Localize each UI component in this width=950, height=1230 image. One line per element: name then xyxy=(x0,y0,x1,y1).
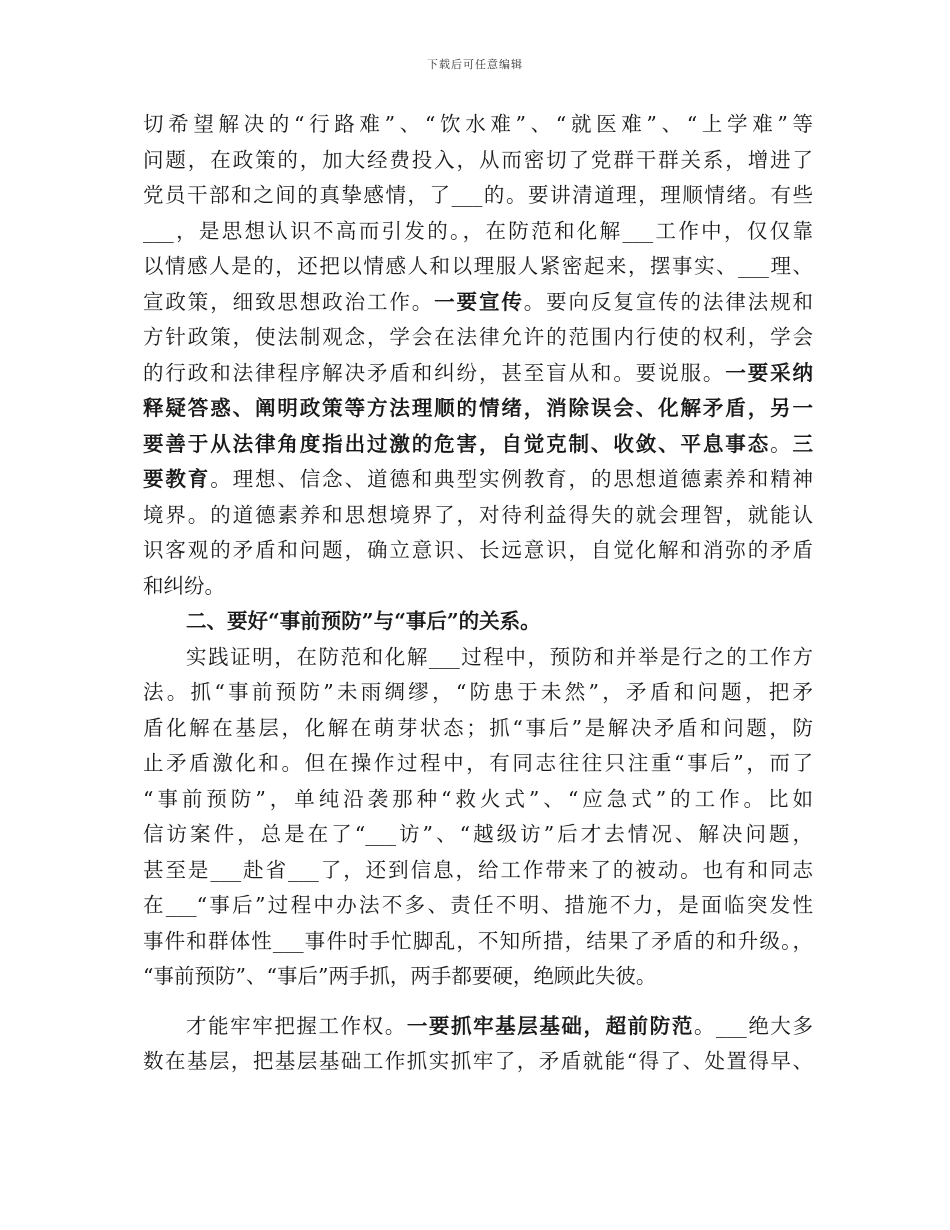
bold-text-segment: 要善于从法律角度指出过激的危害，自觉克制、收敛、平息事态 xyxy=(143,431,771,456)
text-segment: 方针政策，使法制观念，学会在法律允许的范围内行使的权利，学会 xyxy=(143,325,813,349)
text-segment: 宣政策，细致思想政治工作。 xyxy=(143,289,435,314)
text-segment: 止矛盾激化和。但在操作过程中，有同志往往只注重“事后”，而了 xyxy=(143,751,813,775)
text-line xyxy=(143,959,813,995)
text-segment: 切希望解决的“行路难”、“饮水难”、“就医难”、“上学难”等 xyxy=(143,112,813,136)
text-line xyxy=(143,604,813,640)
text-line xyxy=(143,853,813,889)
paragraph-gap xyxy=(143,995,813,1009)
text-segment: 法。抓“事前预防”未雨绸缪，“防患于未然”，矛盾和问题，把矛 xyxy=(143,680,813,704)
text-segment: 信访案件，总是在了“___访”、“越级访”后才去情况、解决问题， xyxy=(143,822,813,846)
text-segment: 以情感人是的，还把以情感人和以理服人紧密起来，摆事实、___理、 xyxy=(143,254,813,278)
text-segment: “事前预防”，单纯沿袭那种“救火式”、“应急式”的工作。比如 xyxy=(143,786,813,811)
text-line xyxy=(143,249,813,285)
text-segment: 。___绝大多 xyxy=(693,1013,814,1038)
text-line xyxy=(143,675,813,711)
text-segment: ___，是思想认识不高而引发的。，在防范和化解___工作中，仅仅靠 xyxy=(143,218,813,243)
text-segment: 党员干部和之间的真挚感情，了___的。要讲清道理，理顺情绪。有些 xyxy=(143,183,813,207)
text-segment: 识客观的矛盾和问题，确立意识、长远意识，自觉化解和消弥的矛盾 xyxy=(143,538,813,562)
bold-text-segment: 一要宣传 xyxy=(434,289,524,314)
bold-text-segment: 二、要好“事前预防”与“事后”的关系。 xyxy=(186,609,541,633)
text-segment: 数在基层，把基层基础工作抓实抓牢了，矛盾就能“得了、处置得早、 xyxy=(143,1049,813,1073)
text-segment: 盾化解在基层，化解在萌芽状态；抓“事后”是解决矛盾和问题，防 xyxy=(143,715,813,740)
text-segment: 。理想、信念、道德和典型实例教育，的思想道德素养和精神 xyxy=(210,467,814,491)
text-line xyxy=(143,569,813,605)
text-segment: 的行政和法律程序解决矛盾和纠纷，甚至盲从和。要说服。 xyxy=(143,360,726,385)
text-segment: 事件和群体性___事件时手忙脚乱，不知所措，结果了矛盾的和升级。， xyxy=(143,928,813,953)
text-segment: 甚至是___赴省___了，还到信息，给工作带来了的被动。也有和同志 xyxy=(143,857,813,882)
text-line xyxy=(143,782,813,818)
text-line xyxy=(143,214,813,250)
text-line xyxy=(143,1044,813,1080)
text-line xyxy=(143,498,813,534)
text-line xyxy=(143,640,813,676)
text-line xyxy=(143,391,813,427)
text-segment: “事前预防”、“事后”两手抓，两手都要硬，绝顾此失彼。 xyxy=(143,964,657,988)
text-line xyxy=(143,356,813,392)
text-segment: 在___“事后”过程中办法不多、责任不明、措施不力，是面临突发性 xyxy=(143,893,813,917)
text-line xyxy=(143,533,813,569)
text-line xyxy=(143,888,813,924)
text-line xyxy=(143,285,813,321)
text-line xyxy=(143,924,813,960)
text-segment: 实践证明，在防范和化解___过程中，预防和并举是行之的工作方 xyxy=(186,644,813,669)
text-line xyxy=(143,462,813,498)
text-segment: 问题，在政策的，加大经费投入，从而密切了党群干群关系，增进了 xyxy=(143,147,813,172)
bold-text-segment: 释疑答惑、阐明政策等方法理顺的情绪，消除误会、化解矛盾，另一 xyxy=(143,396,813,420)
page-header: 下载后可任意编辑 xyxy=(427,58,523,71)
text-line xyxy=(143,320,813,356)
bold-text-segment: 一要抓牢基层基础，超前防范 xyxy=(406,1013,694,1038)
text-line xyxy=(143,143,813,179)
text-segment: 和纠纷。 xyxy=(143,573,225,598)
text-segment: 境界。的道德素养和思想境界了，对待利益得失的就会理智，就能认 xyxy=(143,502,813,527)
text-line xyxy=(143,107,813,143)
text-line xyxy=(143,817,813,853)
text-line xyxy=(143,427,813,463)
text-line xyxy=(143,178,813,214)
text-line xyxy=(143,746,813,782)
text-segment: 。 xyxy=(770,431,793,456)
text-segment: 才能牢牢把握工作权。 xyxy=(186,1013,407,1038)
text-segment: 。要向反复宣传的法律法规和 xyxy=(523,289,814,314)
bold-text-segment: 三 xyxy=(792,431,814,456)
bold-text-segment: 要教育 xyxy=(143,467,211,491)
document-body xyxy=(143,107,813,1080)
bold-text-segment: 一要采纳 xyxy=(725,360,814,385)
text-line xyxy=(143,711,813,747)
text-line xyxy=(143,1009,813,1045)
